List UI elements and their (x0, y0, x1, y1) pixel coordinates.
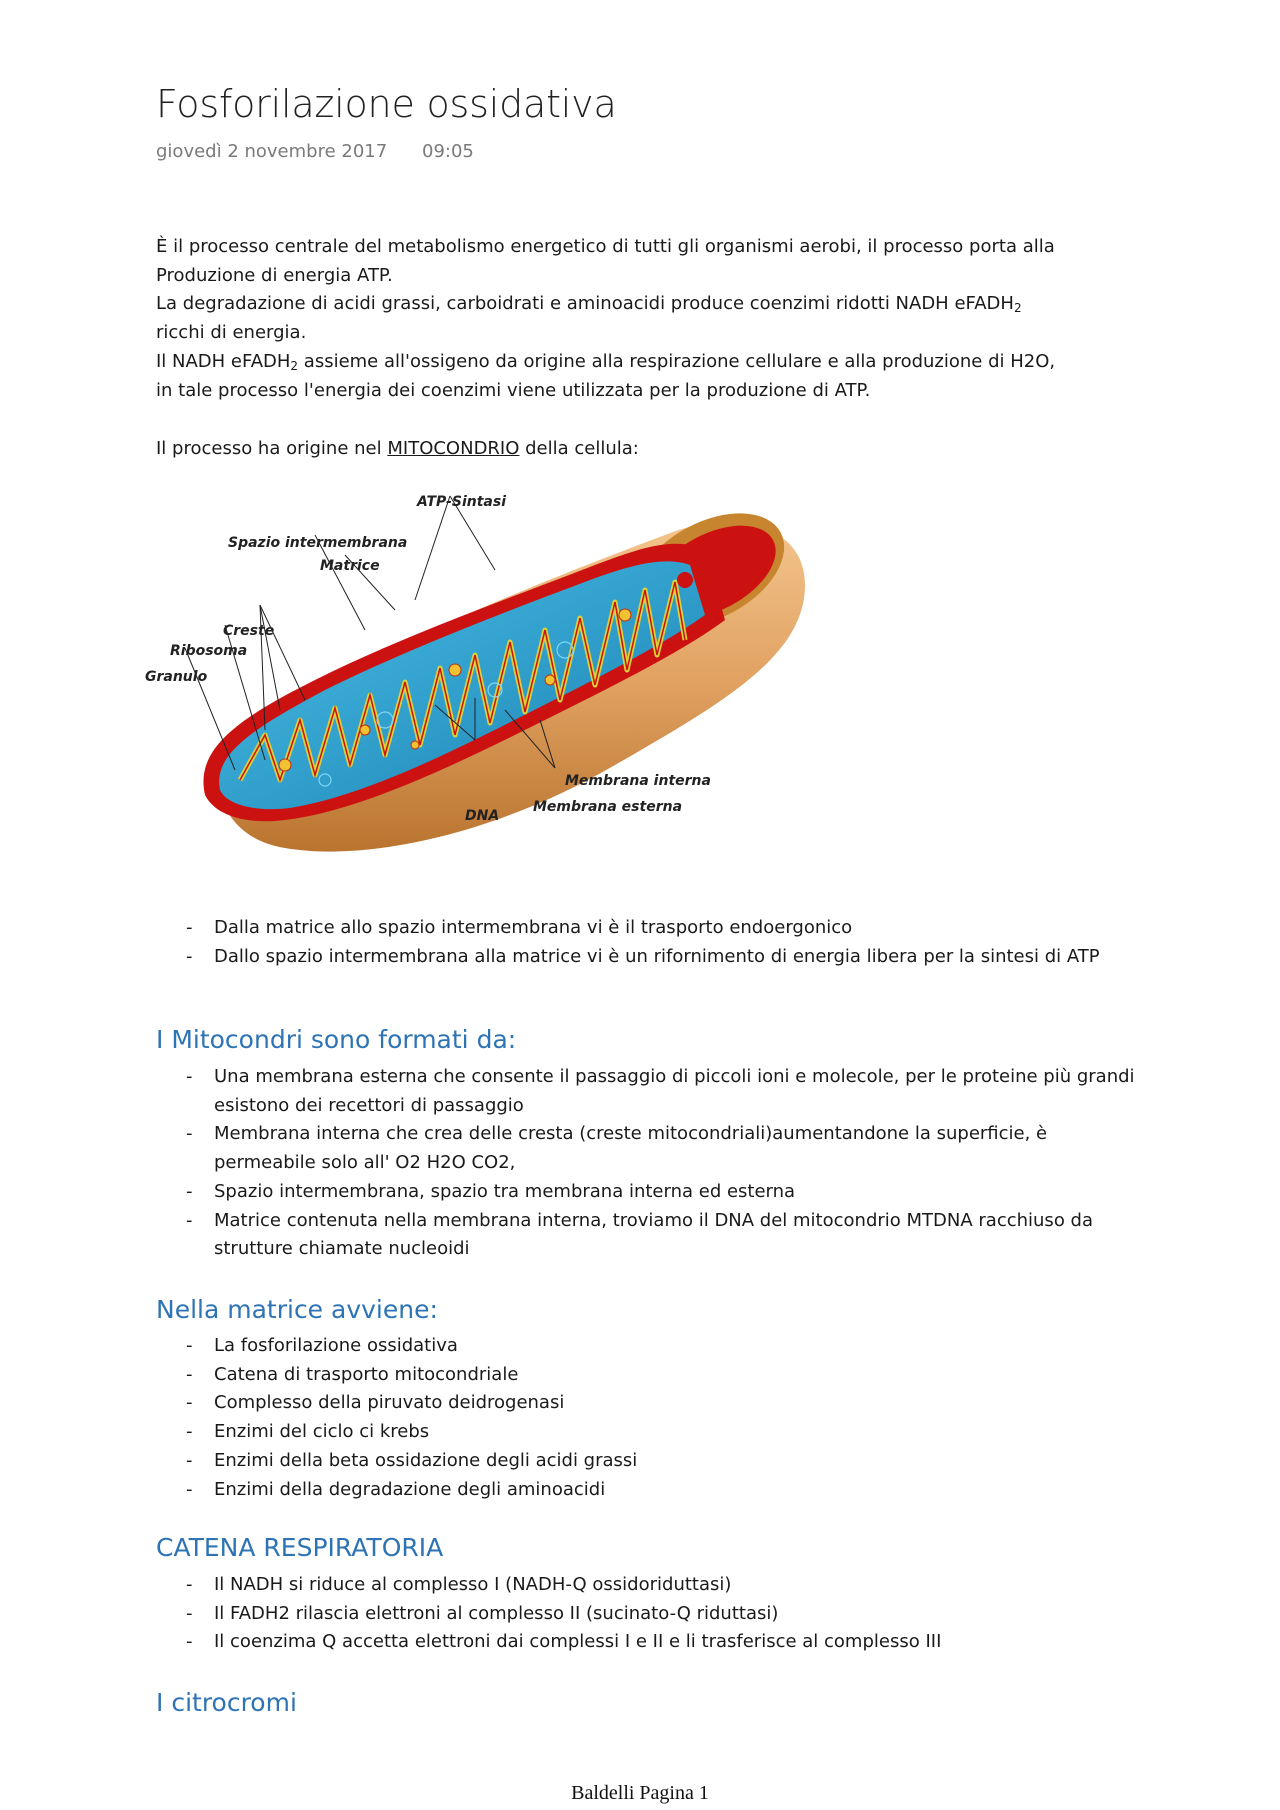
intro-paragraph (156, 233, 1136, 405)
intro-line: Produzione di energia ATP. (156, 264, 393, 286)
label-atp: ATP-Sintasi (417, 494, 506, 510)
label-spazio: Spazio intermembrana (228, 535, 408, 551)
label-dna: DNA (465, 808, 500, 824)
label-creste: Creste (223, 623, 275, 639)
mitocondrio-link: MITOCONDRIO (387, 438, 520, 459)
list-item: - Il FADH2 rilascia elettroni al complesso II (sucinato-Q riduttasi) (186, 1600, 1146, 1629)
label-granulo: Granulo (145, 669, 208, 685)
intro-line: Il NADH eFADH$_2$ assieme all'ossigeno da origine alla respirazione cellulare e alla produzione di H2O, (156, 350, 1056, 373)
catena-list (186, 1571, 1146, 1657)
list-item: - Catena di trasporto mitocondriale (186, 1361, 1146, 1390)
transport-list (186, 914, 1146, 971)
heading-catena: CATENA RESPIRATORIA (156, 1533, 444, 1562)
list-item: - Il coenzima Q accetta elettroni dai complessi I e II e li trasferisce al complesso III (186, 1628, 1146, 1657)
intro-line: ricchi di energia. (156, 322, 307, 344)
heading-matrice: Nella matrice avviene: (156, 1295, 438, 1324)
origin-line: Il processo ha origine nel MITOCONDRIO della cellula: (156, 438, 639, 459)
list-item: - Enzimi della degradazione degli aminoacidi (186, 1476, 1146, 1505)
list-item: - Enzimi della beta ossidazione degli acidi grassi (186, 1447, 1146, 1476)
label-ribosoma: Ribosoma (170, 643, 248, 659)
heading-mitocondri: I Mitocondri sono formati da: (156, 1025, 517, 1054)
label-esterna: Membrana esterna (533, 799, 683, 815)
page-title: Fosforilazione ossidativa (156, 82, 617, 126)
note-time: 09:05 (422, 141, 474, 162)
list-item: - Matrice contenuta nella membrana interna, troviamo il DNA del mitocondrio MTDNA racchiuso da strutture chiamate nucleoidi (186, 1207, 1146, 1264)
intro-line: in tale processo l'energia dei coenzimi viene utilizzata per la produzione di ATP. (156, 379, 871, 401)
label-matrice: Matrice (320, 558, 380, 574)
page-footer: Baldelli Pagina 1 (571, 1782, 709, 1804)
label-interna: Membrana interna (565, 773, 711, 789)
list-item: - Spazio intermembrana, spazio tra membrana interna ed esterna (186, 1178, 1146, 1207)
list-item: - La fosforilazione ossidativa (186, 1332, 1146, 1361)
intro-line: È il processo centrale del metabolismo energetico di tutti gli organismi aerobi, il processo porta alla (156, 236, 1055, 257)
mito-list (186, 1063, 1146, 1264)
heading-citocromi: I citrocromi (156, 1688, 297, 1717)
list-item: - Il NADH si riduce al complesso I (NADH-Q ossidoriduttasi) (186, 1571, 1146, 1600)
matrice-list (186, 1332, 1146, 1504)
list-item: - Membrana interna che crea delle cresta (creste mitocondriali)aumentandone la superficie, è permeabile solo all' O2 H2O CO2, (186, 1120, 1146, 1177)
intro-line: La degradazione di acidi grassi, carboidrati e aminoacidi produce coenzimi ridotti NADH eFADH$_2$ (156, 293, 1022, 316)
list-item: - Complesso della piruvato deidrogenasi (186, 1389, 1146, 1418)
list-item: - Enzimi del ciclo ci krebs (186, 1418, 1146, 1447)
list-item: - Dallo spazio intermembrana alla matrice vi è un rifornimento di energia libera per la sintesi di ATP (186, 943, 1146, 972)
list-item: - Dalla matrice allo spazio intermembrana vi è il trasporto endoergonico (186, 914, 1146, 943)
mitochondrion-diagram (145, 490, 815, 870)
note-date: giovedì 2 novembre 2017 (156, 141, 388, 162)
list-item: - Una membrana esterna che consente il passaggio di piccoli ioni e molecole, per le proteine più grandi esistono dei recettori di passaggio (186, 1063, 1146, 1120)
